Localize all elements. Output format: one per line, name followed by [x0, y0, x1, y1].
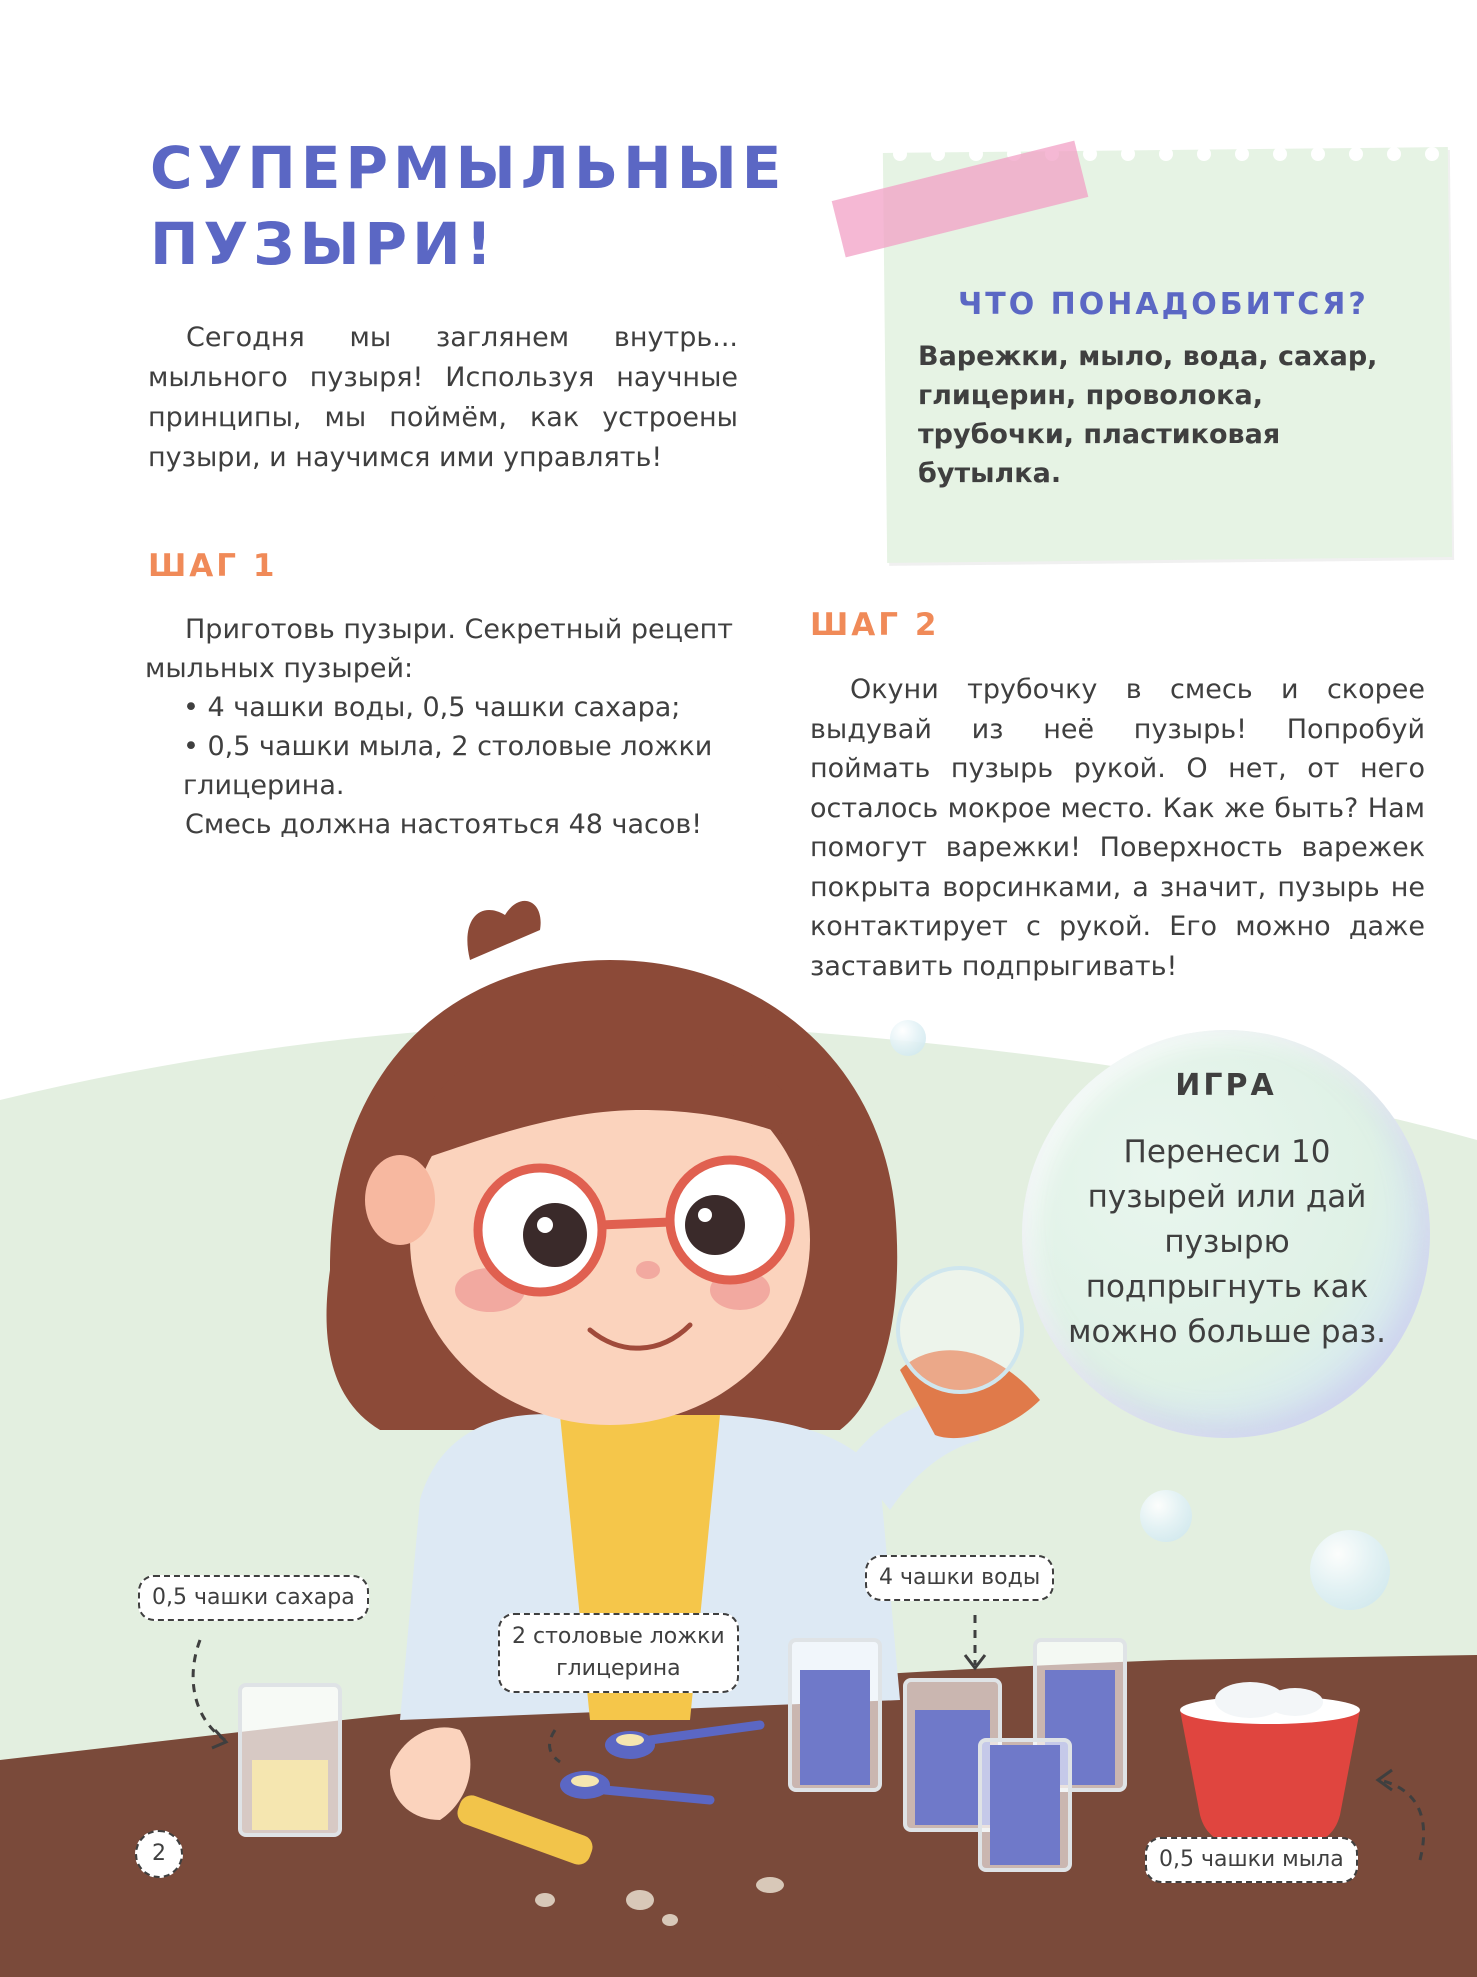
title-line-2: ПУЗЫРИ!	[150, 210, 498, 278]
page-title	[150, 130, 786, 282]
game-text: Перенеси 10 пузырей или дай пузырю подпрыгнуть как можно больше раз.	[1068, 1134, 1386, 1350]
notebook-holes	[880, 136, 1460, 166]
page-number: 2	[135, 1830, 183, 1878]
step1-lead: Приготовь пузыри. Секретный рецепт мыльных пузырей:	[145, 614, 733, 684]
label-soap: 0,5 чашки мыла	[1145, 1837, 1358, 1883]
label-sugar: 0,5 чашки сахара	[138, 1575, 369, 1621]
step1-title: ШАГ 1	[148, 548, 278, 584]
game-title: ИГРА	[1175, 1068, 1277, 1103]
bubble-icon	[890, 1020, 926, 1056]
needs-text: Варежки, мыло, вода, сахар, глицерин, проволока, трубочки, пластиковая бутылка.	[918, 341, 1378, 489]
title-line-1: СУПЕРМЫЛЬНЫЕ	[150, 134, 787, 202]
step2-body: Окуни трубочку в смесь и скорее выдувай из неё пузырь! Попробуй поймать пузырь рукой. О нет, от него осталось мокрое место. Как же быть? Нам помогут варежки! Поверхность варежек покрыта ворсинками, а значит, пузырь не контактирует с рукой. Его можно даже заставить подпрыгивать!	[810, 674, 1425, 982]
step1-note: Смесь должна настояться 48 часов!	[185, 809, 703, 840]
step2-title: ШАГ 2	[810, 607, 940, 643]
intro-paragraph: Сегодня мы заглянем внутрь... мыльного пузыря! Используя научные принципы, мы поймём, как устроены пузыри, и научимся ими управлять!	[148, 322, 738, 473]
step1-bullet-2: • 0,5 чашки мыла, 2 столовые ложки глицерина.	[183, 731, 713, 801]
label-glycerin-line1: 2 столовые ложки	[512, 1624, 725, 1649]
label-glycerin	[498, 1613, 739, 1693]
bubble-icon	[1310, 1530, 1390, 1610]
needs-title: ЧТО ПОНАДОБИТСЯ?	[958, 287, 1369, 322]
label-glycerin-line2: глицерина	[556, 1656, 681, 1681]
step1-bullet-1: • 4 чашки воды, 0,5 чашки сахара;	[183, 692, 681, 723]
label-water: 4 чашки воды	[865, 1555, 1054, 1601]
bubble-icon	[1140, 1490, 1192, 1542]
step1-body	[145, 610, 735, 844]
